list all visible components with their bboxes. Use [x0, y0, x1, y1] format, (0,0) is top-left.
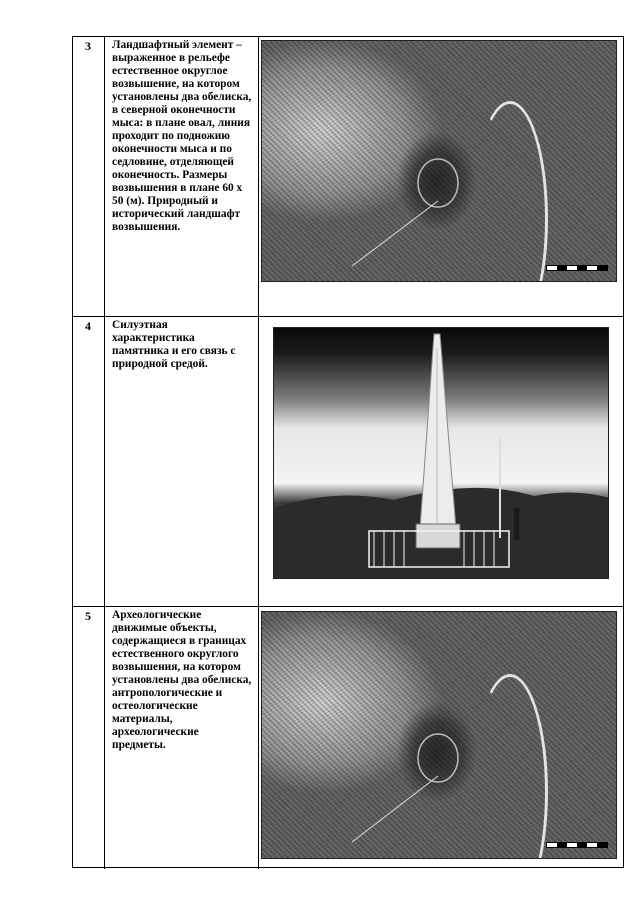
site-marker-icon [262, 612, 617, 859]
description-cell [105, 317, 259, 606]
row-description: Силуэтная характеристика памятника и его связь с природной средой. [112, 319, 236, 370]
monument-elements-table [72, 36, 624, 868]
table-row [73, 607, 623, 869]
row-number: 5 [85, 609, 91, 623]
obelisk-icon [274, 328, 609, 579]
table-row [73, 317, 623, 607]
site-marker-icon [262, 41, 617, 282]
image-cell [259, 607, 623, 869]
row-description: Археологические движимые объекты, содержащиеся в границах естественного округлого возвышения, на котором установлены два обелиска, антропологические и остеологические материалы, археологические предметы. [112, 609, 252, 751]
image-cell [259, 317, 623, 606]
image-cell [259, 37, 623, 316]
row-number-cell [73, 37, 105, 316]
obelisk-photo [273, 327, 609, 579]
row-number-cell [73, 607, 105, 869]
description-cell [105, 607, 259, 869]
scale-bar [546, 842, 608, 848]
row-number: 4 [85, 319, 91, 333]
satellite-map-image [261, 40, 617, 282]
scale-bar [546, 265, 608, 271]
row-number: 3 [85, 39, 91, 53]
description-cell [105, 37, 259, 316]
table-row [73, 37, 623, 317]
satellite-map-image [261, 611, 617, 859]
row-number-cell [73, 317, 105, 606]
row-description: Ландшафтный элемент – выраженное в рельефе естественное округлое возвышение, на котором установлены два обелиска, в северной оконечности мыса: в плане овал, линия проходит по подножию оконечности мыса и по седловине, отделяющей оконечность. Размеры возвышения в плане 60 х 50 (м). Природный и исторический ландшафт возвышения. [112, 39, 252, 233]
